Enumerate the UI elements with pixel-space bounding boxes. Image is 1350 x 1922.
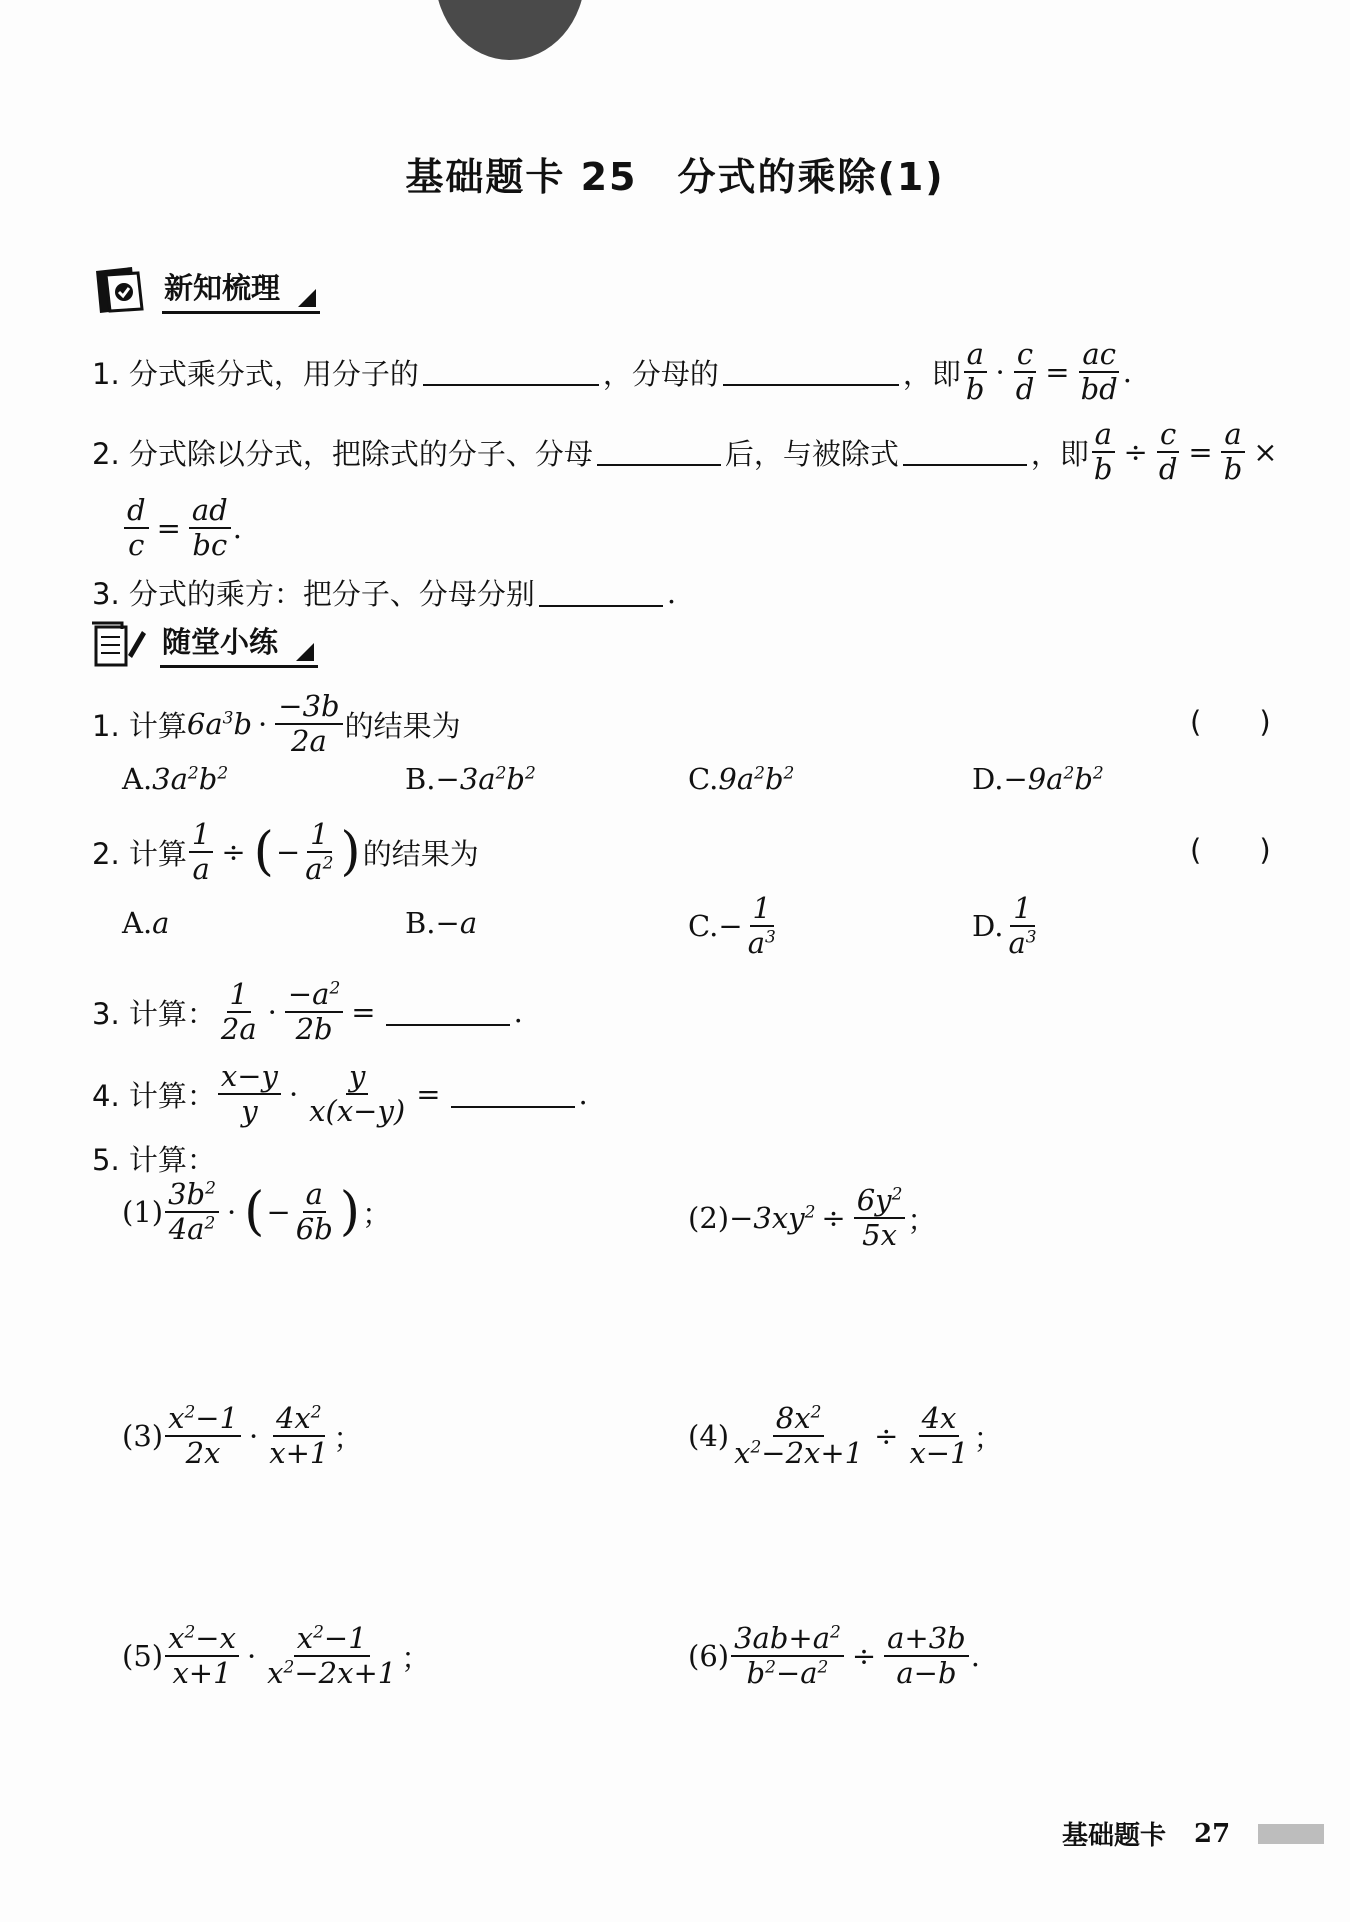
section-new-knowledge (92, 262, 320, 318)
page-footer (1062, 1815, 1324, 1852)
section-label: 新知梳理 (162, 266, 320, 314)
question-5-part-4: (4) $\frac{8x^2}{x^2-2x+1}$ ÷ $\frac{4x}{x-1}$ ； (688, 1401, 1003, 1471)
option-d[interactable]: D. $-9a^2b^2$ (972, 762, 1104, 796)
page-number: 27 (1194, 1818, 1231, 1849)
question-5-part-1: (1) $\frac{3b^2}{4a^2}$ · ( − $\frac{a}{6b}$ ) ； (122, 1177, 392, 1247)
decorative-blob (435, 0, 585, 60)
answer-blank[interactable] (386, 998, 510, 1026)
question-5-part-3: (3) $\frac{x^2-1}{2x}$ · $\frac{4x^2}{x+1}$ ； (122, 1401, 363, 1471)
notebook-check-icon (92, 265, 148, 315)
option-c[interactable]: C. $9a^2b^2$ (688, 762, 795, 796)
option-a[interactable]: A. $3a^2b^2$ (122, 762, 229, 796)
question-3: 3. 计算： $\frac{1}{2a}$ · $\frac{-a^2}{2b}$ = . (92, 977, 523, 1047)
section-label: 随堂小练 (160, 620, 318, 668)
answer-blank[interactable] (597, 438, 721, 466)
question-5: 5. 计算： (92, 1143, 216, 1177)
section-practice (90, 616, 318, 672)
knowledge-item-2: 2. 分式除以分式，把除式的分子、分母 后，与被除式 ，即 $\frac{a}{b}$ ÷ $\frac{c}{d}$ = $\frac{a}{b}$ × (92, 417, 1278, 487)
question-5-part-6: (6) $\frac{3ab+a^2}{b^2-a^2}$ ÷ $\frac{a+3b}{a-b}$ . (688, 1621, 980, 1691)
question-5-part-2: (2) $-3xy^2$ ÷ $\frac{6y^2}{5x}$ ； (688, 1183, 937, 1253)
answer-blank[interactable] (451, 1080, 575, 1108)
answer-blank[interactable] (903, 438, 1027, 466)
footer-bar (1258, 1824, 1324, 1844)
option-c[interactable]: C. − $\frac{1}{a^3}$ (688, 891, 776, 961)
answer-blank[interactable] (539, 579, 663, 607)
option-b[interactable]: B. $-3a^2b^2$ (405, 762, 536, 796)
page-title: 基础题卡 25 分式的乘除(1) (405, 155, 945, 199)
option-d[interactable]: D. $\frac{1}{a^3}$ (972, 891, 1037, 961)
question-2: 2. 计算 $\frac{1}{a}$ ÷ ( − $\frac{1}{a^2}$ ) 的结果为 (92, 817, 479, 887)
notebook-pencil-icon (90, 619, 146, 669)
footer-label: 基础题卡 (1062, 1821, 1167, 1851)
option-a[interactable]: A. a (122, 906, 170, 940)
knowledge-item-1: 1. 分式乘分式，用分子的 ，分母的 ，即 $\frac{a}{b}$ · $\frac{c}{d}$ = $\frac{ac}{bd}$ . (92, 337, 1132, 407)
question-1: 1. 计算 $6a^3b$ · $\frac{-3b}{2a}$ 的结果为 (92, 689, 461, 759)
option-b[interactable]: B. −a (405, 906, 478, 940)
question-5-part-5: (5) $\frac{x^2-x}{x+1}$ · $\frac{x^2-1}{x^2-2x+1}$ ； (122, 1621, 431, 1691)
knowledge-item-3: 3. 分式的乘方：把分子、分母分别 . (92, 575, 677, 611)
answer-bracket[interactable]: ( ) (1190, 705, 1271, 739)
question-4: 4. 计算： $\frac{x-y}{y}$ · $\frac{y}{x(x-y)}$ = . (92, 1059, 588, 1129)
answer-blank[interactable] (423, 358, 599, 386)
answer-bracket[interactable]: ( ) (1190, 833, 1271, 867)
answer-blank[interactable] (723, 358, 899, 386)
knowledge-item-2-cont: $\frac{d}{c}$ = $\frac{ad}{bc}$ . (122, 494, 242, 563)
